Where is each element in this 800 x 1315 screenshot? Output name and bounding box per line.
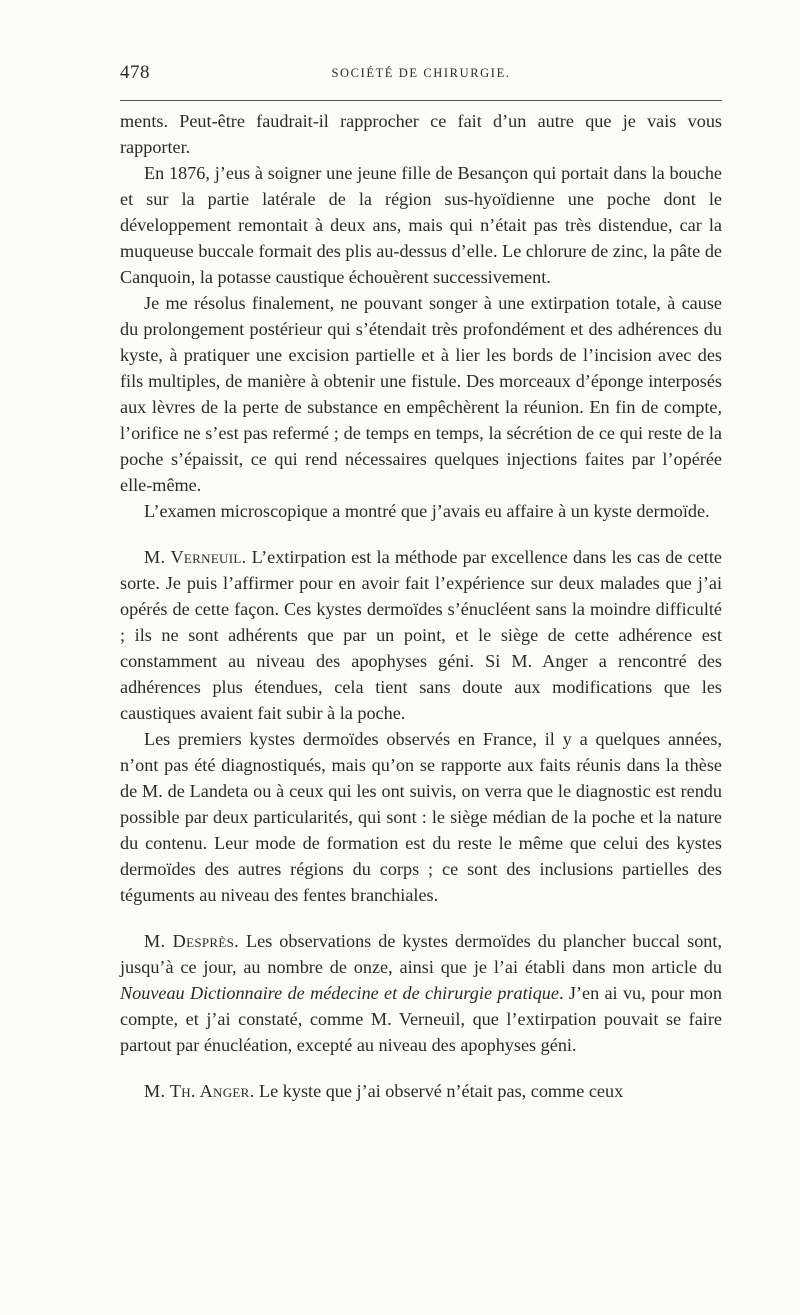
speaker-paragraph [120,928,722,1058]
header-rule [120,100,722,101]
page-number: 478 [120,62,150,83]
book-title: Nouveau Dictionnaire de médecine et de chirurgie pratique [120,983,559,1003]
paragraph-continuation: ments. Peut-être faudrait-il rapprocher ce fait d’un autre que je vais vous rapporter. [120,111,722,157]
speaker-text: L’extirpation est la méthode par excellence dans les cas de cette sorte. Je puis l’affirmer pour en avoir fait l’expérience sur deux malades que j’ai opérés de cette façon. Ces kystes dermoïdes s’énucléent sans la moindre difficulté ; ils ne sont adhérents que par un point, et le siège de cette adhérence est constamment au niveau des apophyses géni. Si M. Anger a rencontré des adhérences plus étendues, cela tient sans doute aux modifications que les caustiques avaient fait subir à la poche. [120,547,722,723]
paragraph: En 1876, j’eus à soigner une jeune fille de Besançon qui portait dans la bouche et sur la partie latérale de la région sus-hyoïdienne une poche dont le développement remontait à deux ans, mais qui n’était pas très distendue, car la muqueuse buccale formait des plis au-dessus d’elle. Le chlorure de zinc, la pâte de Canquoin, la potasse caustique échouèrent successivement. [120,163,722,287]
paragraph: L’examen microscopique a montré que j’avais eu affaire à un kyste dermoïde. [144,501,710,521]
speaker-name: M. Th. Anger. [144,1081,255,1101]
body-text [120,108,722,1104]
running-title: SOCIÉTÉ DE CHIRURGIE. [331,66,511,80]
running-header [120,62,722,86]
speaker-text: Les observations de kystes dermoïdes du plancher buccal sont, jusqu’à ce jour, au nombre de onze, ainsi que je l’ai établi dans mon article du [120,931,722,977]
speaker-text: . J’en ai vu, pour mon compte, et j’ai constaté, comme M. Verneuil, que l’extirpation pouvait se faire partout par énucléation, excepté au niveau des apophyses géni. [120,983,722,1055]
speaker-name: M. Verneuil. [144,547,247,567]
speaker-paragraph [120,544,722,726]
paragraph: Les premiers kystes dermoïdes observés en France, il y a quelques années, n’ont pas été diagnostiqués, mais qu’on se rapporte aux faits réunis dans la thèse de M. de Landeta ou à ceux qui les ont suivis, on verra que le diagnostic est rendu possible par deux particularités, qui sont : le siège médian de la poche et la nature du contenu. Leur mode de formation est du reste le même que celui des kystes dermoïdes des autres régions du corps ; ce sont des inclusions partielles des téguments au niveau des fentes branchiales. [120,729,722,905]
speaker-text: Le kyste que j’ai observé n’était pas, comme ceux [254,1081,624,1101]
paragraph: Je me résolus finalement, ne pouvant songer à une extirpation totale, à cause du prolongement postérieur qui s’étendait très profondément et des adhérences du kyste, à pratiquer une excision partielle et à lier les bords de l’incision avec des fils multiples, de manière à obtenir une fistule. Des morceaux d’éponge interposés aux lèvres de la perte de substance en empêchèrent la réunion. En fin de compte, l’orifice ne s’est pas refermé ; de temps en temps, la sécrétion de ce qui reste de la poche s’épaissit, ce qui rend nécessaires quelques injections faites par l’opérée elle-même. [120,293,722,495]
speaker-paragraph [120,1078,722,1104]
speaker-name: M. Desprès. [144,931,239,951]
